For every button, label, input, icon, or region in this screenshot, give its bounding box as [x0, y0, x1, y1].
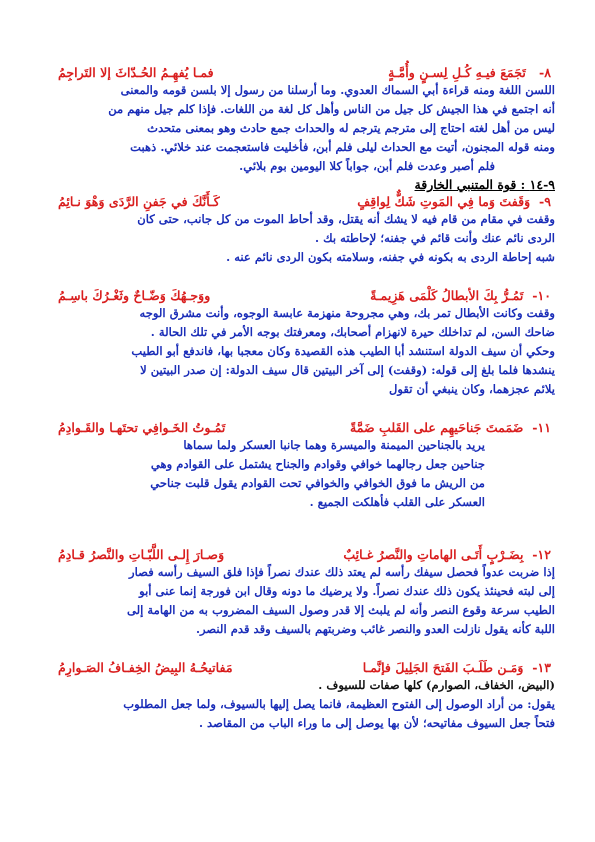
commentary-line: اللبة كأنه يقول نازلت العدو والنصر غائب وضربتهم بالسيف وقد قدم النصر. [195, 622, 555, 636]
verse-13-first-hemistich: وَمَـن طَلَـبَ الفَتحَ الجَلِيلَ فإنَّمـا [362, 660, 524, 675]
verse-11-right [350, 419, 551, 436]
verse-13-second-hemistich: مَفاتيحُـهُ البِيضُ الخِفـافُ الصَـوارِمُ [58, 660, 233, 675]
commentary-line: فتحاً جعل السيوف مفاتيحه؛ لأن بها يوصل إلى ما وراء الباب من المقاصد . [198, 716, 555, 730]
commentary-12 [38, 563, 555, 639]
verse-12 [38, 546, 555, 563]
verse-11 [38, 419, 555, 436]
commentary-line: الردى نائم عنك وأنت قائم في جفنه؛ لإحاطته بك . [315, 231, 555, 245]
commentary-line: ضاحك السن، لم تداخلك حيرة لانهزام أصحابك، ومعرفتك بوجه الأمر في تلك الحالة . [150, 325, 555, 339]
verse-8-second-hemistich: فمـا يُفهِـمُ الحُـدّاثَ إلا التَراجِمُ [58, 65, 214, 80]
commentary-13 [38, 676, 555, 733]
commentary-line: إلى لبته فحينئذ يكون ذلك عندك نصراً. ولا يرضيك ما دونه وقال ابن فورجة إنما عنى أبو [139, 584, 555, 598]
commentary-line: العسكر على القلب فأهلكت الجميع . [309, 495, 485, 509]
commentary-line: يلائم عجزهما، وكان ينبغي أن تقول [388, 382, 555, 396]
commentary-line: وقفت وكانت الأبطال تمر بك، وهي مجروحة منهزمة عابسة الوجوه، وأنت مشرق الوجه [139, 306, 555, 320]
verse-9 [38, 193, 555, 210]
verse-8-number: ٨- [539, 65, 551, 80]
verse-11-first-hemistich: ضَمَمتَ جَناحَيهِم على القَلبِ ضَمَّةً [349, 420, 524, 435]
commentary-line: ومنه قوله المجنون، أتيت مع الحداث ليلى فلم أبن، فأخليت فاستعجمت عند خلائي. ذهبت [130, 140, 555, 154]
verse-12-first-hemistich: بِضَـرْبٍ أَتَـى الهاماتِ والنَّصرُ غـائِبٌ [343, 547, 524, 562]
commentary-line: ليس من أهل لغته احتاج إلى مترجم يترجم له والحداث جمع حادث وهو بمعنى متحدث [147, 121, 555, 135]
commentary-line: أنه اجتمع في هذا الجيش كل جيل من الناس وأهل كل لغة من اللغات. فإذا كلم جيل منهم من [108, 102, 555, 116]
verse-12-right [343, 546, 551, 563]
verse-13-right [363, 659, 551, 676]
commentary-line: وقفت في مقام من قام فيه لا يشك أنه يقتل، وقد أحاط الموت من كل جانب، حتى كان [137, 212, 555, 226]
commentary-line: شبه إحاطة الردى به بكونه في جفنه، وسلامته بكون الردى نائم عنه . [226, 250, 555, 264]
commentary-line: فلم أصبر وعدت فلم أبن، جواباً كلا اليومين بوم بلائي. [239, 159, 495, 173]
verse-9-right [357, 193, 551, 210]
verse-13-number: ١٣- [532, 660, 551, 675]
document-page [38, 64, 555, 733]
verse-9-second-hemistich: كَـأَنَّكَ في جَفنِ الرَّدَى وَهْوَ نـائِمُ [58, 194, 220, 209]
verse-10-first-hemistich: تَمُـرُّ بِكَ الأبطالُ كَلْمَى هَزِيمـةً [370, 288, 524, 303]
verse-8-right [388, 64, 551, 81]
verse-12-number: ١٢- [532, 547, 551, 562]
verse-13 [38, 659, 555, 676]
commentary-line: اللسن اللغة ومنه قراءة أبي السماك العدوي. وما أرسلنا من رسول إلا بلسن قومه والمعنى [120, 83, 555, 97]
verse-8 [38, 64, 555, 81]
verse-10 [38, 287, 555, 304]
verse-10-second-hemistich: ووَجـهُكَ وَضّـاحٌ وثَغْـرُكَ باسِـمُ [58, 288, 211, 303]
commentary-line: جناحين جعل رجالهما خوافي وقوادم والجناح يشتمل على القوادم وهي [150, 457, 485, 471]
verse-10-right [370, 287, 551, 304]
commentary-line-swords: (البيض، الخفاف، الصوارم) كلها صفات للسيوف . [318, 678, 555, 692]
commentary-line: يقول: من أراد الوصول إلى الفتوح العظيمة، فانما يصل إليها بالسيوف، ولما جعل المطلوب [123, 697, 555, 711]
commentary-8 [38, 81, 555, 176]
commentary-9 [38, 210, 555, 267]
section-heading: ٩-١٤ : قوة المتنبي الخارقة [414, 177, 555, 192]
commentary-line: وحكي أن سيف الدولة استنشد أبا الطيب هذه القصيدة وكان معجبا بها، فاندفع أبو الطيب [131, 344, 555, 358]
commentary-line: ينشدها فلما بلغ إلى قوله: (وقفت) إلى آخر البيتين قال سيف الدولة: إن صدر البيتين لا [140, 363, 555, 377]
verse-9-number: ٩- [539, 194, 551, 209]
verse-12-second-hemistich: وَصـارَ إِلـى اللَّبّـاتِ والنَّصرُ قـادِمُ [58, 547, 225, 562]
commentary-line: إذا ضربت عدواً فحصل سيفك رأسه لم يعتد ذلك عندك نصراً فإذا فلق السيف رأسه فصار [129, 565, 555, 579]
verse-10-number: ١٠- [532, 288, 551, 303]
verse-9-first-hemistich: وَقَفتَ وَما فِي المَوتِ شَكٌّ لِواقِفٍ [357, 194, 531, 209]
commentary-line: الطيب سرعة وقوع النصر وأنه لم يلبث إلا قدر وصول السيف المضروب به من الهامة إلى [126, 603, 555, 617]
commentary-11 [38, 436, 555, 512]
commentary-line: يريد بالجناحين الميمنة والميسرة وهما جانبا العسكر ولما سماها [183, 438, 485, 452]
commentary-line: من الريش ما فوق الخوافي والخوافي تحت القوادم يقول قلبت جناحي [150, 476, 485, 490]
verse-11-number: ١١- [532, 420, 551, 435]
verse-8-first-hemistich: تَجَمَعَ فيـهِ كُـلِ لِسـنٍ وأُمَّـةٍ [388, 65, 526, 80]
commentary-10 [38, 304, 555, 399]
verse-11-second-hemistich: تَمُـوتُ الخَـوافِي تحتَهـا والقَـوادِمُ [58, 420, 226, 435]
